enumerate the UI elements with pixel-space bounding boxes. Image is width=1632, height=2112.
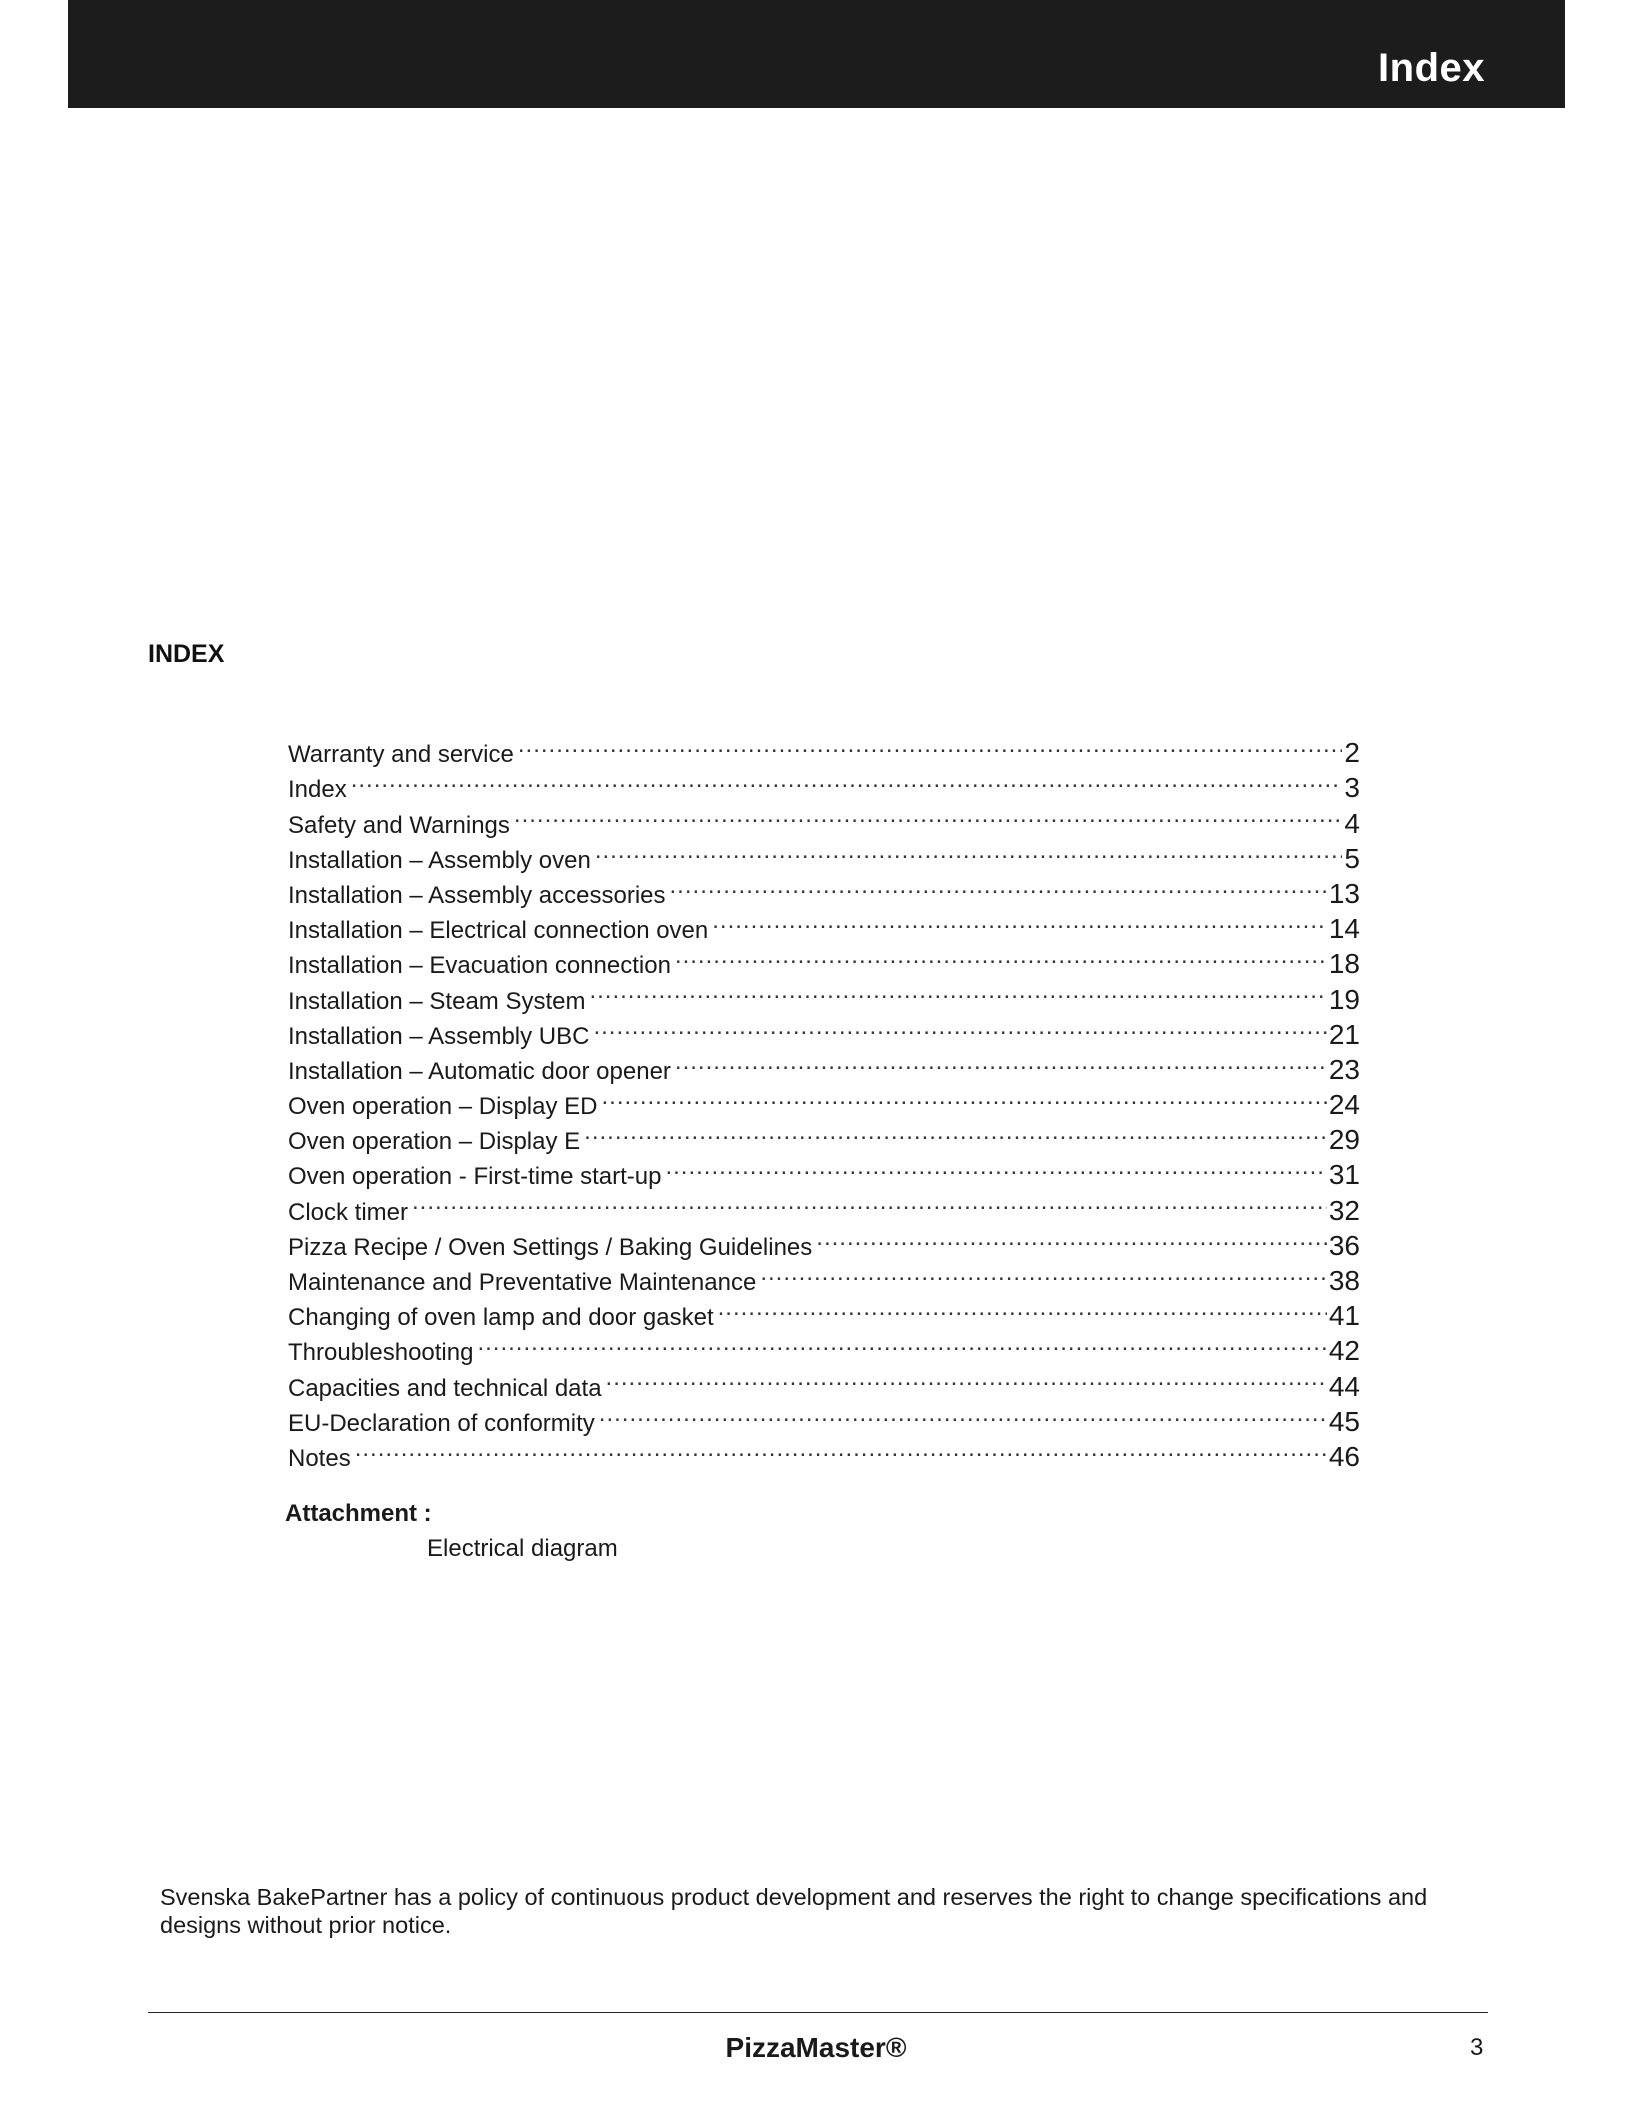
toc-leader-dots [477,1325,1326,1360]
toc-entry-page: 19 [1328,983,1360,1015]
toc-leader-dots [355,1431,1327,1466]
table-of-contents [288,727,1360,1472]
toc-entry-title: Clock timer [288,1198,409,1226]
toc-leader-dots [718,1290,1327,1325]
index-heading: INDEX [148,640,225,668]
toc-entry-page: 31 [1328,1159,1360,1191]
toc-entry-page: 14 [1328,913,1360,945]
toc-entry-page: 32 [1328,1194,1360,1226]
toc-leader-dots [670,868,1327,903]
toc-entry-page: 5 [1344,842,1360,874]
toc-entry [288,1431,1360,1472]
header-bar [68,0,1565,108]
attachment-item: Electrical diagram [427,1535,618,1562]
footer-brand: PizzaMaster® [725,2032,907,2063]
toc-entry-title: Oven operation – Display ED [288,1093,598,1121]
toc-entry-page: 45 [1328,1405,1360,1437]
toc-entry-title: Notes [288,1444,351,1472]
toc-entry [288,1184,1360,1226]
toc-leader-dots [514,797,1343,832]
toc-leader-dots [665,1149,1326,1184]
footer-page-number: 3 [1470,2034,1484,2061]
toc-entry [288,1220,1360,1261]
toc-entry-page: 21 [1328,1018,1360,1050]
toc-entry-page: 24 [1328,1089,1360,1121]
toc-entry-page: 44 [1328,1370,1360,1402]
toc-entry-title: Safety and Warnings [288,811,510,839]
toc-entry-page: 3 [1344,772,1360,804]
toc-entry-page: 13 [1328,877,1360,909]
toc-leader-dots [816,1220,1327,1255]
toc-entry-title: Installation – Steam System [288,987,586,1015]
toc-leader-dots [595,833,1343,868]
policy-note: Svenska BakePartner has a policy of continuous product development and reserves the right to change specifications and designs without prior notice. [160,1884,1428,1938]
toc-entry-title: Index [288,776,347,804]
toc-leader-dots [760,1255,1327,1290]
footer-divider [148,2012,1488,2013]
toc-entry-page: 29 [1328,1124,1360,1156]
toc-entry-page: 41 [1328,1300,1360,1332]
toc-entry-title: Maintenance and Preventative Maintenance [288,1269,757,1296]
toc-entry-title: Warranty and service [288,741,514,769]
toc-leader-dots [593,1009,1326,1044]
toc-entry-title: Installation – Assembly accessories [288,881,666,909]
toc-entry-page: 36 [1328,1229,1360,1261]
toc-entry-page: 18 [1328,948,1360,980]
toc-entry-title: Changing of oven lamp and door gasket [288,1304,714,1332]
toc-leader-dots [602,1079,1327,1114]
toc-leader-dots [675,938,1327,973]
toc-entry-page: 4 [1344,807,1360,839]
toc-entry-page: 38 [1328,1265,1360,1296]
toc-entry-title: Installation – Evacuation connection [288,952,671,980]
toc-leader-dots [675,1044,1327,1079]
toc-entry [288,727,1360,769]
toc-entry-page: 42 [1328,1335,1360,1367]
toc-entry-title: Pizza Recipe / Oven Settings / Baking Guidelines [288,1233,813,1261]
toc-entry-page: 23 [1328,1053,1360,1085]
toc-entry-title: Oven operation – Display E [288,1128,581,1156]
toc-entry-title: Installation – Assembly oven [288,846,591,874]
toc-leader-dots [712,903,1327,938]
toc-leader-dots [589,973,1326,1008]
toc-leader-dots [599,1396,1327,1431]
toc-leader-dots [518,727,1343,762]
toc-entry [288,797,1360,839]
toc-entry-title: Oven operation - First-time start-up [288,1163,662,1191]
toc-entry [288,762,1360,804]
toc-leader-dots [412,1184,1327,1219]
toc-entry-title: Throubleshooting [288,1339,474,1367]
toc-entry-title: Installation – Assembly UBC [288,1022,590,1050]
toc-leader-dots [584,1114,1327,1149]
toc-entry-title: EU-Declaration of conformity [288,1409,595,1437]
toc-leader-dots [351,762,1343,797]
toc-entry-page: 2 [1344,737,1360,769]
toc-leader-dots [606,1360,1327,1395]
toc-entry-title: Installation – Automatic door opener [288,1057,671,1085]
toc-entry-title: Installation – Electrical connection oven [288,917,709,945]
toc-entry-title: Capacities and technical data [288,1374,602,1402]
attachment-label: Attachment : [285,1500,432,1527]
toc-entry-page: 46 [1328,1440,1360,1472]
page-title: Index [1378,46,1485,90]
